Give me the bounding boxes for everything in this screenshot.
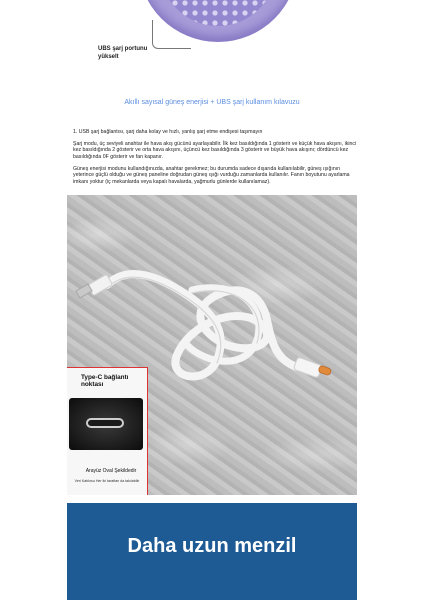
guide-title: Akıllı sayısal güneş enerjisi + UBS şarj kullanım kılavuzu [124,99,300,106]
banner-heading: Daha uzun menzil [127,535,297,557]
cable-photo [67,195,357,495]
typec-port-inset [67,367,148,495]
oval-shape-label: Arayüz Oval Şekildedir [85,468,137,474]
range-banner [67,503,357,600]
reversible-cable-label: Veri Kablosu Her iki taraftan da takılabilir [74,479,140,483]
guide-paragraph-charge-mode: Şarj modu, üç seviyeli anahtar ile hava akış gücünü ayarlayabilir. İlk kez basıldığında 1 gösterir ve küçük hava akışını, ikinci kez basıldığında 2 gösterir ve orta hava akışını, üçüncü kez basıldığında 3 gösterir ve büyük hava akışını; dördüncü kez basıldığında 0F gösterir ve fan kapanır. [73,141,357,160]
guide-paragraph-solar-mode: Güneş enerjisi modunu kullandığınızda, anahtar gerekmez; bu durumda sadece dışarıda kullanılabilir, güneş ışığının yeterince güçlü olduğu ve güneş paneline doğrudan güneş ışığı vurduğu zamanlarda kullanılır. Fanın boyutunu ayarlama imkanı yoktur (iç mekanlarda veya kapalı havalarda, yağmurlu günlerde kullanılamaz). [73,166,350,185]
guide-paragraph-usb: 1. USB şarj bağlantısı, şarj daha kolay ve hızlı, yanlış şarj etme endişesi taşımayın [73,129,263,135]
usb-port-label: UBS şarj portunu yükselt [98,46,148,60]
typec-port-slot-icon [86,418,124,428]
typec-port-image [69,398,143,450]
typec-label: Type-C bağlantı noktası [81,374,129,388]
